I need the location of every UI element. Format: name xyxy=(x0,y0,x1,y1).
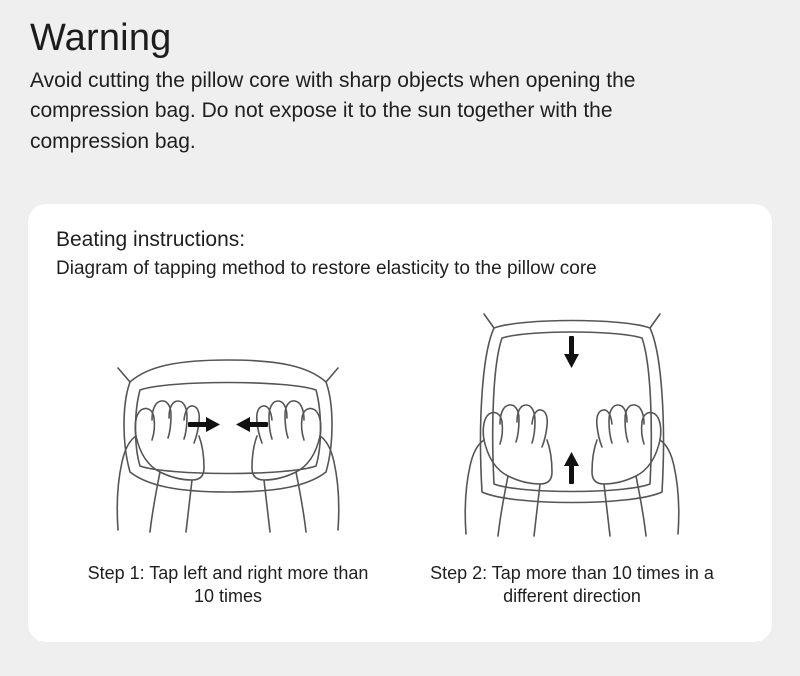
arrow-left-icon xyxy=(236,417,268,432)
step-2 xyxy=(400,294,744,609)
step-1-caption: Step 1: Tap left and right more than 10 times xyxy=(87,563,369,607)
arrow-down-icon xyxy=(564,336,579,368)
warning-body-text: Avoid cutting the pillow core with sharp objects when opening the compression bag. Do not expose it to the sun together with the compression bag. xyxy=(30,68,636,153)
hands-squeezing-pillow-horizontal-icon xyxy=(78,294,378,554)
hands-squeezing-pillow-vertical-icon xyxy=(422,294,722,554)
page-title: Warning xyxy=(30,17,172,59)
card-subtitle: Diagram of tapping method to restore elasticity to the pillow core xyxy=(56,258,597,279)
arrow-right-icon xyxy=(188,417,220,432)
card-title: Beating instructions: xyxy=(56,228,246,251)
step-2-caption: Step 2: Tap more than 10 times in a different direction xyxy=(430,563,714,607)
beating-instructions-card xyxy=(28,204,772,642)
steps-container xyxy=(56,294,744,609)
step-1 xyxy=(56,294,400,609)
arrow-up-icon xyxy=(564,452,579,484)
